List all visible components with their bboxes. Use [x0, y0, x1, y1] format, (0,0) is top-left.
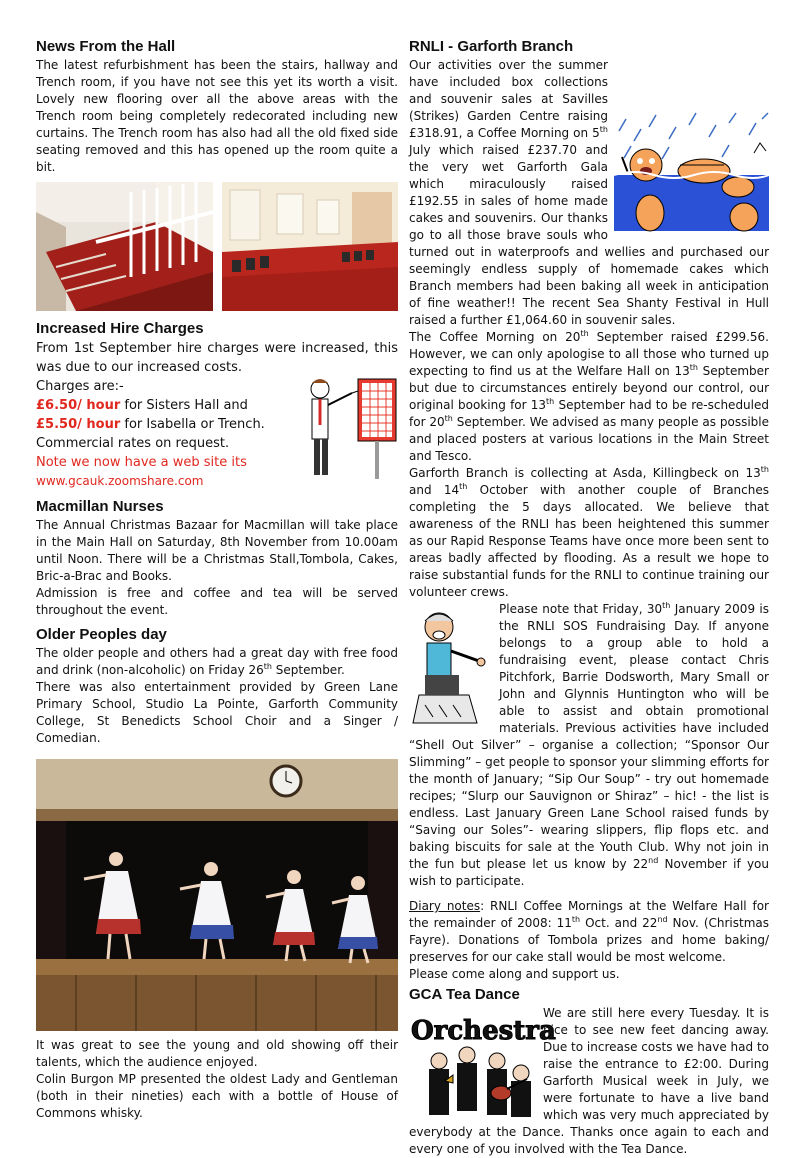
rnli-para-2: The Coffee Morning on 20th September raised £299.56. However, we can only apologise to all those who turned up expecting to find us at the Welfare Hall on 13th September but due to circumstances entirely beyond our control, our original booking for 13th September had to be re-scheduled for 20th September. We advised as many people as possible and placed posters at various locations in the Main Street and Tesco. — [409, 329, 770, 463]
web-note: Note we now have a web site its — [36, 455, 247, 470]
orchestra-clipart — [409, 1009, 556, 1119]
older-body-1: The older people and others had a great day with free food and drink (non-alcoholic) on Friday 26th September. — [36, 646, 398, 677]
rnli-para-3: Garforth Branch is collecting at Asda, Killingbeck on 13th and 14th October with another couple of Branches completing the 5 days allocated. We believe that awareness of the RNLI has been heightened this summer as our Rapid Response Teams have once more been sent to areas badly affected by flooding. As a result we hope to raise substantial funds for the RNLI to continue training our volunteer crews. — [409, 465, 769, 599]
older-title: Older Peoples day — [36, 626, 167, 643]
trench-room-photo — [222, 182, 398, 311]
photo-caption — [36, 1037, 398, 1122]
rnli-para-1: Our activities over the summer have included box collections and souvenir sales at Savilles (Strikes) Garden Centre raising £318.91, a Coffee Morning on 5th July which raised £237.70 and the very wet Garforth Gala which miraculously raised £192.55 in sales of home made cakes and souvenirs. Our thanks go to all those brave souls who turned out in waterproofs and wellies and purchased our seemingly endless supply of homemade cakes which Branch members had been baking all week in anticipation of fine weather!! The recent Sea Shanty Festival in Hull raised a further £1,064.60 in souvenir sales. — [409, 58, 769, 327]
price-2: £5.50/ hour — [36, 417, 121, 432]
macmillan-section — [36, 498, 398, 619]
commercial-note: Commercial rates on request. — [36, 436, 230, 451]
rnli-section — [409, 38, 769, 983]
news-body: The latest refurbishment has been the stairs, hallway and Trench room, if you have not see this yet its worth a visit. Lovely new flooring over all the above areas with the Trench room being completely redecorated including new curtains. The Trench room has also had all the old fixed side seating removed and this has opened up the room quite a bit. — [36, 58, 398, 174]
price-line-2 — [36, 415, 281, 434]
stairs-photo — [36, 182, 213, 311]
hire-section — [36, 320, 398, 491]
tea-dance-title: GCA Tea Dance — [409, 986, 520, 1003]
dancers-stage-photo — [36, 759, 398, 1031]
orchestra-logo-text: Orchestra — [411, 1016, 556, 1046]
tea-dance-body: We are still here every Tuesday. It is nice to see new feet dancing away. Due to increase costs we have had to raise the entrance to £2:00. During Garforth Musical week in July, we were fortunate to have a live band which was very much appreciated by everybody at the Dance. Thanks once again to each and every one of you involved with the Tea Dance. — [409, 1006, 769, 1156]
news-photos — [36, 182, 398, 311]
macmillan-body: The Annual Christmas Bazaar for Macmillan will take place in the Main Hall on Saturday, 8th November from 10.00am until Noon. There will be a Christmas Stall,Tombola, Cakes, Bric-a-Brac and Books. — [36, 518, 398, 583]
hire-title: Increased Hire Charges — [36, 320, 204, 337]
diary-notes-label: Diary notes — [409, 899, 481, 913]
right-column — [409, 38, 769, 1158]
rnli-para-4: Please note that Friday, 30th January 2009 is the RNLI SOS Fundraising Day. If anyone belongs to a group able to hold a fundraising event, please contact Chris Pitchfork, Barrie Dodsworth, Mary Small or John and Glynnis Huntington who will be able to assist and obtain promotional materials. Previous activities have included “Shell Out Silver” – organise a collection; “Sponsor Our Slimming” – get people to sponsor your slimming efforts for the month of January; “Sip Our Soup” - try out homemade recipes; “Slurp our Sauvignon or Shiraz” – hic! - the list is endless. Last January Green Lane School raised funds by “Saving our Soles”- wearing slippers, flip flops etc. and baking biscuits for sale at the Youth Club. Why not join in the fun but please let us know by 22nd November if you wish to participate. — [409, 601, 770, 888]
come-along: Please come along and support us. — [409, 967, 620, 981]
web-url[interactable]: www.gcauk.zoomshare.com — [36, 474, 204, 488]
man-at-podium-clipart — [409, 605, 495, 733]
macmillan-body-2: Admission is free and coffee and tea will be served throughout the event. — [36, 586, 398, 617]
hire-body — [36, 339, 398, 491]
price-2-rest: for Isabella or Trench. — [120, 417, 265, 432]
older-body-2: There was also entertainment provided by Green Lane Primary School, Studio La Pointe, Garforth Community College, St Benedicts School Choir and a Singer / Comedian. — [36, 680, 398, 745]
caption-2: Colin Burgon MP presented the oldest Lady and Gentleman (both in their nineties) each with a bottle of House of Commons whisky. — [36, 1072, 398, 1120]
caption-1: It was great to see the young and old showing off their talents, which the audience enjoyed. — [36, 1038, 398, 1069]
price-line-1 — [36, 396, 281, 415]
news-section — [36, 38, 398, 311]
macmillan-title: Macmillan Nurses — [36, 498, 164, 515]
rnli-title: RNLI - Garforth Branch — [409, 38, 574, 55]
older-section — [36, 626, 398, 747]
teacher-chart-clipart — [302, 375, 398, 481]
charges-label: Charges are:- — [36, 379, 124, 394]
news-title: News From the Hall — [36, 38, 176, 55]
hire-intro: From 1st September hire charges were increased, this was due to our increased costs. — [36, 341, 398, 375]
left-column — [36, 38, 398, 1122]
price-1: £6.50/ hour — [36, 398, 121, 413]
rain-swimmers-clipart — [614, 113, 769, 241]
tea-dance-section — [409, 986, 769, 1158]
price-1-rest: for Sisters Hall and — [120, 398, 248, 413]
diary-notes: Diary notes: RNLI Coffee Mornings at the Welfare Hall for the remainder of 2008: 11th Oct. and 22nd Nov. (Christmas Fayre). Donations of Tombola prizes and home baking/ preserves for our cake stall would be most welcome. — [409, 899, 769, 964]
